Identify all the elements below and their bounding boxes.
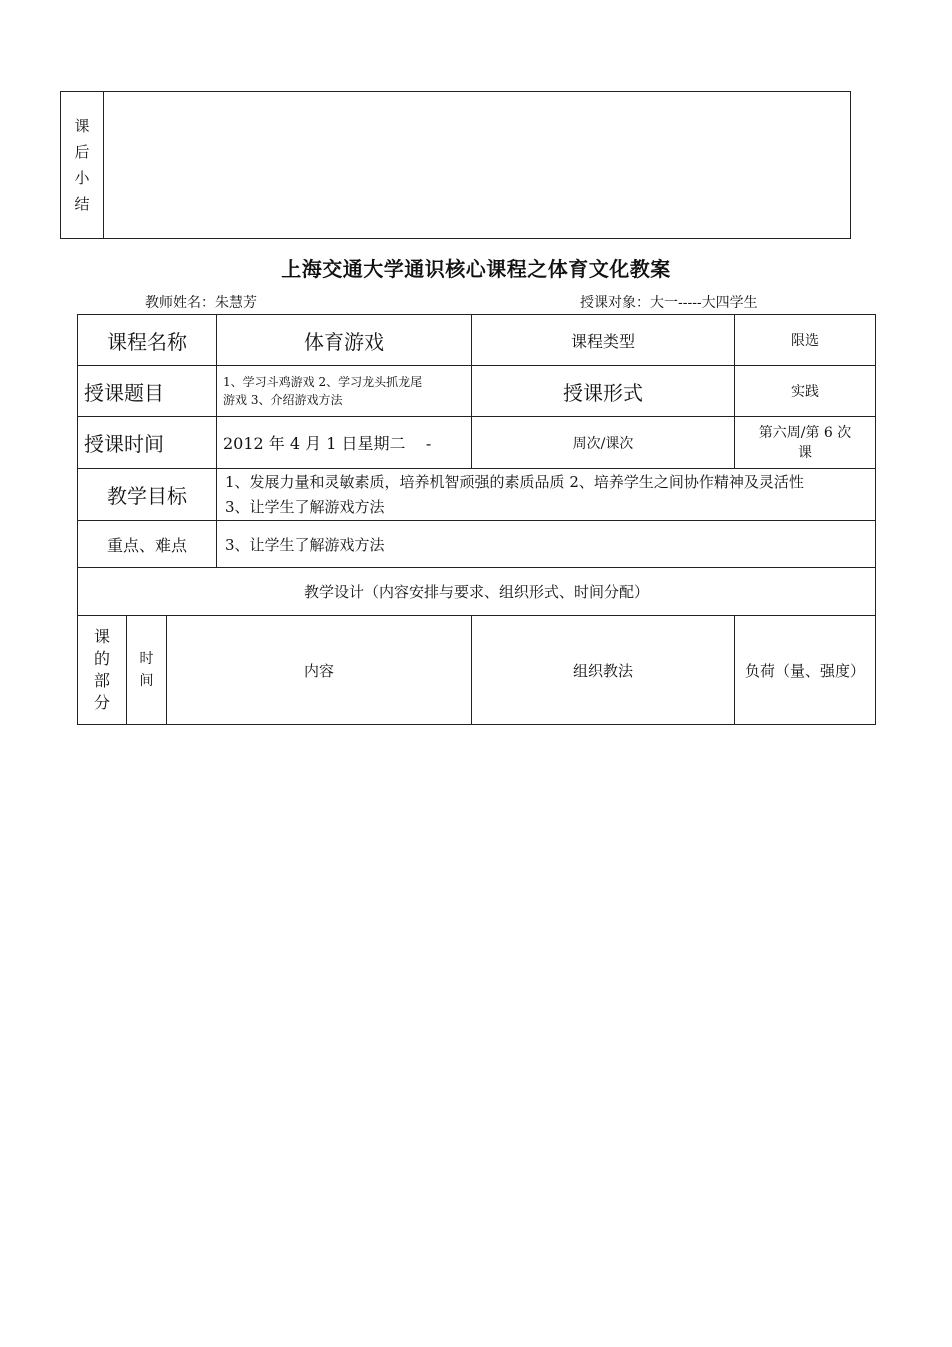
course-name-value: 体育游戏 — [217, 315, 472, 366]
table-row — [78, 366, 876, 417]
design-header: 教学设计（内容安排与要求、组织形式、时间分配） — [78, 568, 876, 616]
teacher-name: 教师姓名：朱慧芳 — [145, 295, 257, 311]
summary-label-char: 课 — [74, 117, 90, 135]
course-name-label: 课程名称 — [78, 315, 217, 366]
table-row — [78, 616, 876, 725]
key-points-value: 3、让学生了解游戏方法 — [217, 521, 876, 568]
time-header-char: 间 — [139, 673, 154, 689]
table-row — [78, 521, 876, 568]
table-row — [78, 568, 876, 616]
goal-value-line: 3、让学生了解游戏方法 — [225, 497, 385, 516]
table-row — [78, 469, 876, 521]
time-header — [127, 616, 167, 725]
topic-value — [217, 366, 472, 417]
content-header: 内容 — [167, 616, 472, 725]
course-type-label: 课程类型 — [472, 315, 735, 366]
part-header-char: 分 — [93, 693, 110, 712]
week-value-line: 第六周/第 6 次 — [758, 424, 852, 441]
after-class-summary-label — [61, 92, 104, 238]
topic-value-line: 1、学习斗鸡游戏 2、学习龙头抓龙尾 — [223, 375, 423, 389]
part-header-char: 的 — [93, 649, 110, 668]
course-type-value: 限选 — [735, 315, 876, 366]
load-header: 负荷（量、强度） — [735, 616, 876, 725]
goal-value — [217, 469, 876, 521]
table-row — [78, 417, 876, 469]
week-value-line: 课 — [798, 444, 812, 461]
summary-label-char: 结 — [74, 195, 90, 213]
time-label: 授课时间 — [78, 417, 217, 469]
time-header-char: 时 — [139, 651, 154, 667]
topic-label: 授课题目 — [78, 366, 217, 417]
topic-value-line: 游戏 3、介绍游戏方法 — [223, 393, 343, 407]
table-row — [78, 315, 876, 366]
week-value — [735, 417, 876, 469]
target-audience: 授课对象：大一-----大四学生 — [580, 295, 758, 311]
after-class-summary-box — [60, 91, 851, 239]
form-label: 授课形式 — [472, 366, 735, 417]
document-title: 上海交通大学通识核心课程之体育文化教案 — [281, 257, 671, 281]
summary-label-char: 小 — [74, 169, 90, 187]
week-label: 周次/课次 — [472, 417, 735, 469]
part-header — [78, 616, 127, 725]
part-header-char: 课 — [93, 627, 110, 646]
goal-label: 教学目标 — [78, 469, 217, 521]
goal-value-line: 1、发展力量和灵敏素质，培养机智顽强的素质品质 2、培养学生之间协作精神及灵活性 — [225, 472, 804, 491]
time-value: 2012 年 4 月 1 日星期二 - — [217, 417, 472, 469]
key-points-label: 重点、难点 — [78, 521, 217, 568]
lesson-plan-table — [77, 314, 876, 725]
summary-label-char: 后 — [74, 143, 90, 161]
form-value: 实践 — [735, 366, 876, 417]
part-header-char: 部 — [93, 671, 110, 690]
method-header: 组织教法 — [472, 616, 735, 725]
